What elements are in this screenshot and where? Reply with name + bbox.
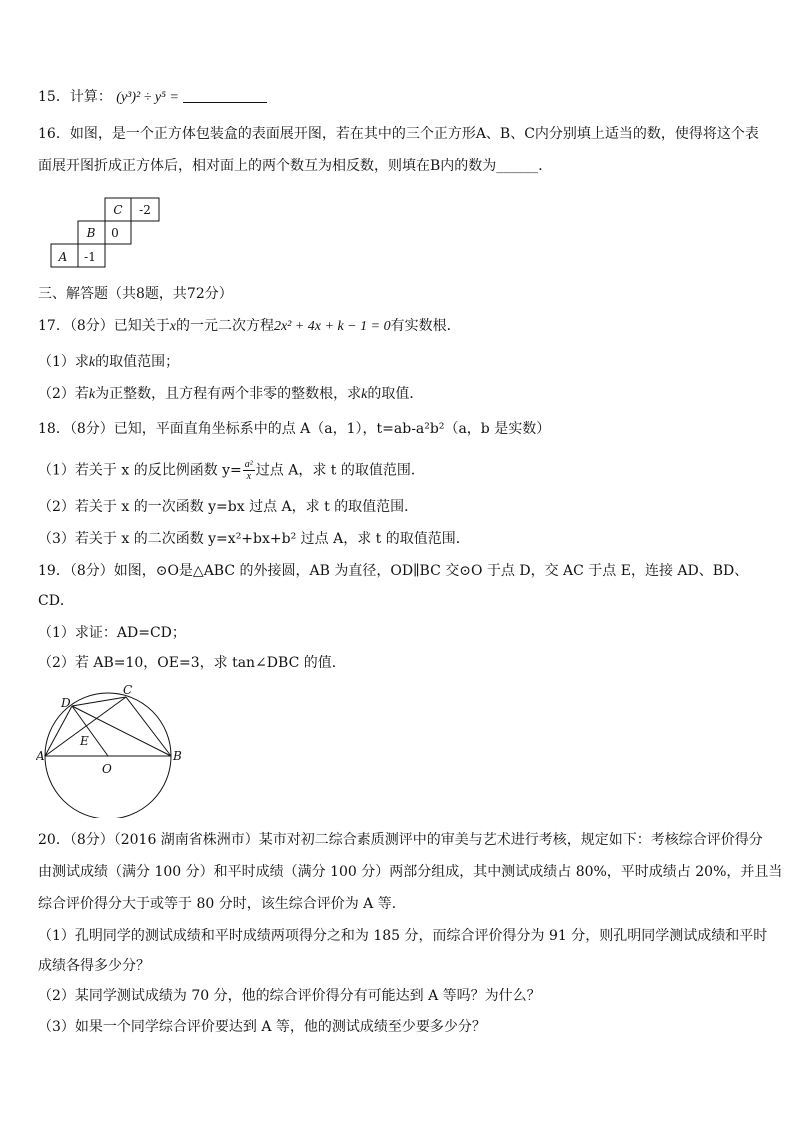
part-text: 为正整数，且方程有两个非零的整数根，求 xyxy=(95,386,362,402)
fraction xyxy=(243,459,255,482)
chord-ad xyxy=(45,706,72,756)
question-18-part-1 xyxy=(38,459,425,482)
point-c-label: C xyxy=(123,683,133,697)
part-text: 的取值． xyxy=(367,386,424,402)
net-label-a: A xyxy=(58,250,68,264)
question-20-part-2: （2）某同学测试成绩为 70 分，他的综合评价得分有可能达到 A 等吗？为什么？ xyxy=(38,988,541,1004)
var-x: x xyxy=(169,319,176,334)
point-b-label: B xyxy=(173,749,182,763)
part-text: （1）若关于 x 的反比例函数 y= xyxy=(38,462,242,479)
question-20-line-1: 20．（8分）（2016 湖南省株洲市）某市对初二综合素质测评中的审美与艺术进行考核，规定如下：考核综合评价得分 xyxy=(38,832,763,848)
question-19-line-1: 19．（8分）如图，⊙O是△ABC 的外接圆，AB 为直径，OD∥BC 交⊙O 于点 D，交 AC 于点 E，连接 AD、BD、 xyxy=(38,563,749,579)
chord-cd xyxy=(72,697,126,706)
question-20-part-1-line-2: 成绩各得多少分？ xyxy=(38,958,150,974)
question-17-part-2 xyxy=(38,384,423,405)
question-17 xyxy=(38,316,461,337)
question-20-part-3: （3）如果一个同学综合评价要达到 A 等，他的测试成绩至少要多少分？ xyxy=(38,1019,486,1035)
part-text: （1）求 xyxy=(38,354,89,370)
question-20-part-1-line-1: （1）孔明同学的测试成绩和平时成绩两项得分之和为 185 分，而综合评价得分为 91 分，则孔明同学测试成绩和平时 xyxy=(38,928,768,944)
var-k: k xyxy=(361,387,368,402)
part-text: 过点 A，求 t 的取值范围． xyxy=(255,462,425,479)
part-text: （2）若 xyxy=(38,386,89,402)
net-label-c: C xyxy=(113,203,123,217)
fraction-denominator: x xyxy=(246,471,252,482)
section-heading: 三、解答题（共8题，共72分） xyxy=(38,286,233,302)
question-16-line-1: 16．如图，是一个正方体包装盒的表面展开图，若在其中的三个正方形A、B、C内分别填上适当的数，使得将这个表 xyxy=(38,126,759,142)
fraction-numerator: a² xyxy=(244,459,253,470)
question-17-text: 有实数根． xyxy=(390,318,461,334)
circle-geometry-figure xyxy=(36,682,186,818)
question-19-line-2: CD． xyxy=(38,593,74,609)
chord-bc xyxy=(126,697,171,756)
net-value-a: -1 xyxy=(84,250,96,264)
point-a-label: A xyxy=(36,749,45,763)
point-o-label: O xyxy=(102,762,112,776)
answer-blank xyxy=(183,102,267,103)
question-18: 18．（8分）已知，平面直角坐标系中的点 A（a，1），t=ab-a²b²（a，b 是实数） xyxy=(38,421,551,437)
question-17-part-1 xyxy=(38,352,179,373)
point-d-label: D xyxy=(61,696,71,710)
question-15-formula: (y³)² ÷ y⁵ = xyxy=(116,90,179,105)
net-value-c: -2 xyxy=(139,203,151,217)
question-20-line-2: 由测试成绩（满分 100 分）和平时成绩（满分 100 分）两部分组成，其中测试成绩占 80%，平时成绩占 20%，并且当 xyxy=(38,864,783,880)
question-17-equation: 2x² + 4x + k − 1 = 0 xyxy=(273,319,391,334)
net-label-b: B xyxy=(86,226,96,240)
question-19-part-1: （1）求证：AD=CD； xyxy=(38,625,186,641)
part-text: 的取值范围； xyxy=(95,354,180,370)
net-value-b: 0 xyxy=(111,226,119,240)
var-k: k xyxy=(88,355,96,370)
question-18-part-2: （2）若关于 x 的一次函数 y=bx 过点 A，求 t 的取值范围． xyxy=(38,499,419,515)
point-e-label: E xyxy=(80,734,89,748)
question-17-text: 17．（8分）已知关于 xyxy=(38,318,170,334)
question-18-part-3: （3）若关于 x 的二次函数 y=x²+bx+b² 过点 A，求 t 的取值范围． xyxy=(38,531,470,547)
question-15-number: 15．计算： xyxy=(38,89,112,105)
question-16-line-2: 面展开图折成正方体后，相对面上的两个数互为相反数，则填在B内的数为______． xyxy=(38,158,553,174)
cube-net-figure xyxy=(50,197,162,269)
question-17-text: 的一元二次方程 xyxy=(175,318,274,334)
var-k: k xyxy=(88,387,96,402)
question-19-part-2: （2）若 AB=10，OE=3，求 tan∠DBC 的值． xyxy=(38,655,346,671)
question-15 xyxy=(38,87,267,108)
chord-bd xyxy=(72,706,171,756)
question-20-line-3: 综合评价得分大于或等于 80 分时，该生综合评价为 A 等． xyxy=(38,896,406,912)
